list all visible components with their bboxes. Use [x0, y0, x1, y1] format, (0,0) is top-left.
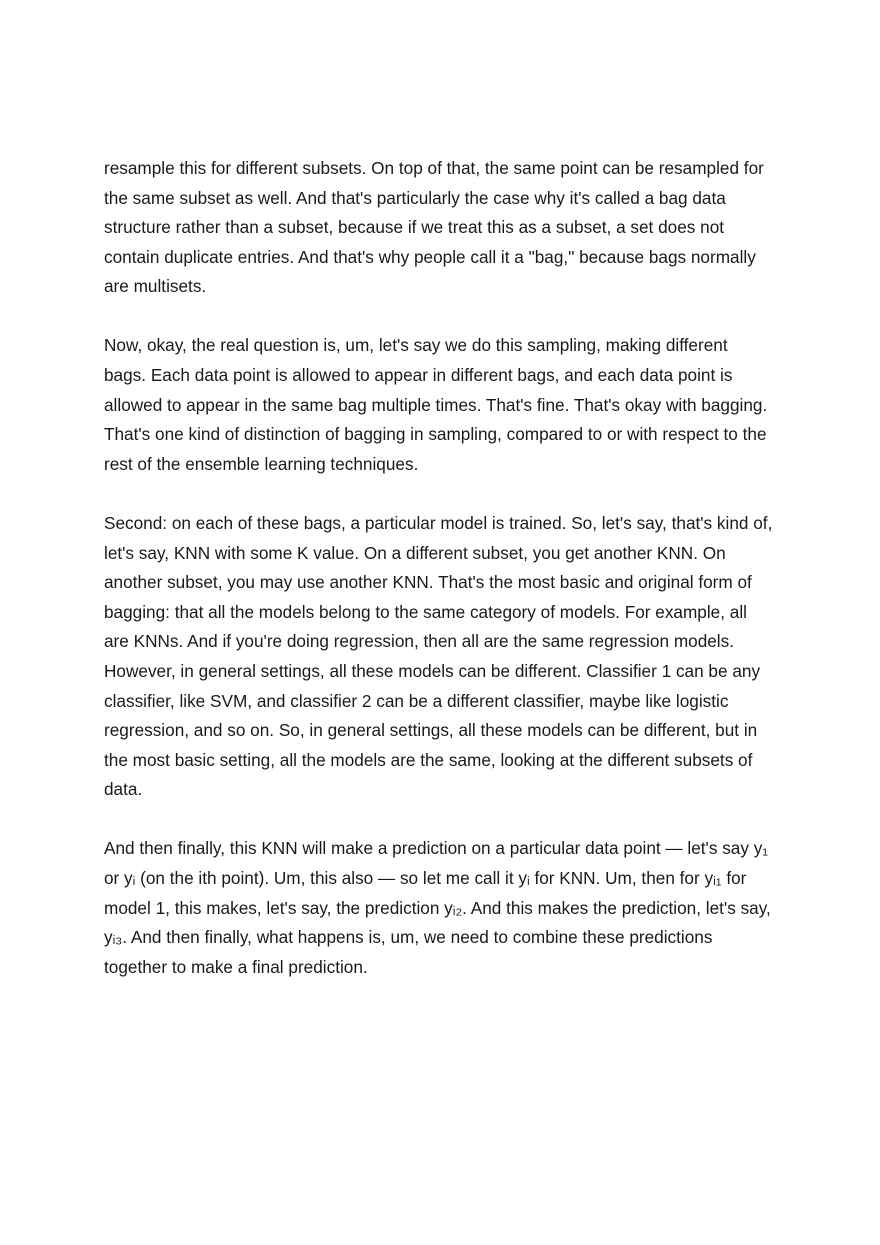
text-line: And then finally, this KNN will make a prediction on a particular data point — let's say y₁: [104, 838, 769, 859]
text-line: Now, okay, the real question is, um, let's say we do this sampling, making different: [104, 335, 728, 356]
text-line: or yᵢ (on the ith point). Um, this also — so let me call it yᵢ for KNN. Um, then for yᵢ₁ for: [104, 867, 747, 888]
text-line: contain duplicate entries. And that's why people call it a "bag," because bags normally: [104, 246, 756, 267]
text-line: That's one kind of distinction of bagging in sampling, compared to or with respect to the: [104, 424, 767, 445]
text-line: model 1, this makes, let's say, the prediction yᵢ₂. And this makes the prediction, let's say,: [104, 897, 771, 918]
text-line: bagging: that all the models belong to the same category of models. For example, all: [104, 601, 747, 622]
document-page: [104, 154, 784, 1012]
paragraph-model-training: [104, 509, 784, 805]
text-line: Second: on each of these bags, a particular model is trained. So, let's say, that's kind of,: [104, 512, 773, 533]
text-line: another subset, you may use another KNN. That's the most basic and original form of: [104, 572, 752, 593]
text-line: bags. Each data point is allowed to appear in different bags, and each data point is: [104, 365, 733, 386]
text-line: yᵢ₃. And then finally, what happens is, um, we need to combine these predictions: [104, 927, 713, 948]
text-line: However, in general settings, all these models can be different. Classifier 1 can be any: [104, 660, 761, 681]
text-line: let's say, KNN with some K value. On a different subset, you get another KNN. On: [104, 542, 726, 563]
text-line: classifier, like SVM, and classifier 2 can be a different classifier, maybe like logistic: [104, 690, 729, 711]
text-line: structure rather than a subset, because if we treat this as a subset, a set does not: [104, 217, 725, 238]
paragraph-sampling-question: [104, 331, 784, 479]
text-line: regression, and so on. So, in general settings, all these models can be different, but in: [104, 720, 758, 741]
text-line: are KNNs. And if you're doing regression, then all are the same regression models.: [104, 631, 734, 652]
text-line: resample this for different subsets. On top of that, the same point can be resampled for: [104, 158, 764, 178]
text-line: are multisets.: [104, 276, 207, 297]
text-line: together to make a final prediction.: [104, 956, 368, 977]
text-line: the same subset as well. And that's particularly the case why it's called a bag data: [104, 187, 726, 208]
paragraph-combining-predictions: [104, 834, 784, 982]
text-line: the most basic setting, all the models are the same, looking at the different subsets of: [104, 749, 753, 770]
text-line: data.: [104, 779, 143, 800]
text-line: allowed to appear in the same bag multiple times. That's fine. That's okay with bagging.: [104, 394, 768, 415]
text-line: rest of the ensemble learning techniques.: [104, 453, 419, 474]
paragraph-bag-resampling: [104, 154, 784, 302]
